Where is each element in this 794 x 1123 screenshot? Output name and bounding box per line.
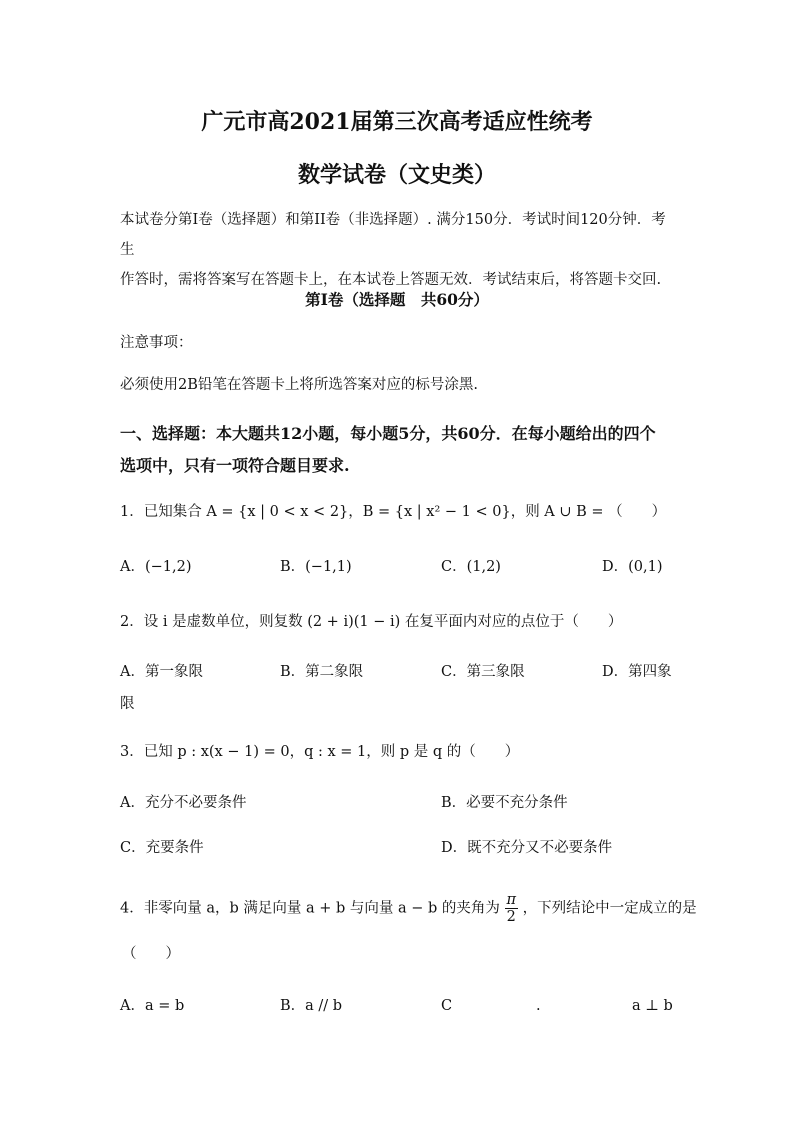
question-4-paren: （ ） bbox=[122, 946, 180, 962]
fraction-numerator: π bbox=[506, 892, 517, 908]
question-3-option-c[interactable]: C．充要条件 bbox=[120, 840, 204, 856]
question-4-option-a[interactable]: A．a = b bbox=[120, 998, 185, 1014]
question-2-option-c[interactable]: C．第三象限 bbox=[441, 664, 525, 680]
question-1-option-c[interactable]: C．(1,2) bbox=[441, 559, 501, 575]
pi-over-2-fraction bbox=[505, 892, 519, 925]
question-1-stem: 1．已知集合 A = {x | 0 < x < 2}，B = {x | x² − 1 < 0}，则 A ∪ B = （ ） bbox=[120, 504, 667, 520]
question-1-option-b[interactable]: B．(−1,1) bbox=[280, 559, 352, 575]
exam-title: 广元市高2021届第三次高考适应性统考 bbox=[201, 109, 593, 135]
question-4-option-b[interactable]: B．a // b bbox=[280, 998, 343, 1014]
question-3-option-b[interactable]: B．必要不充分条件 bbox=[441, 795, 568, 811]
question-4-option-d[interactable]: a ⊥ b bbox=[632, 998, 673, 1014]
section1-heading bbox=[120, 418, 680, 482]
exam-subtitle: 数学试卷（文史类） bbox=[297, 162, 496, 188]
question-3-option-d[interactable]: D．既不充分又不必要条件 bbox=[441, 840, 613, 856]
question-4-stem-before: 4．非零向量 a，b 满足向量 a + b 与向量 a − b 的夹角为 bbox=[120, 900, 500, 917]
notes-text: 必须使用2B铅笔在答题卡上将所选答案对应的标号涂黑. bbox=[120, 377, 478, 393]
question-2-option-a[interactable]: A．第一象限 bbox=[120, 664, 203, 680]
question-3-stem: 3．已知 p : x(x − 1) = 0，q : x = 1，则 p 是 q 的（ ） bbox=[120, 744, 520, 760]
question-2-option-b[interactable]: B．第二象限 bbox=[280, 664, 364, 680]
notes-label: 注意事项： bbox=[120, 335, 193, 351]
question-3-option-a[interactable]: A．充分不必要条件 bbox=[120, 795, 247, 811]
section1-line-1: 一、选择题：本大题共12小题，每小题5分，共60分．在每小题给出的四个 bbox=[120, 424, 656, 443]
question-2-stem: 2．设 i 是虚数单位，则复数 (2 + i)(1 − i) 在复平面内对应的点位于（ ） bbox=[120, 614, 623, 630]
question-4-option-c[interactable]: C bbox=[441, 998, 453, 1014]
part1-heading: 第I卷（选择题 共60分） bbox=[305, 290, 489, 309]
question-1-option-a[interactable]: A．(−1,2) bbox=[120, 559, 192, 575]
section1-line-2: 选项中，只有一项符合题目要求. bbox=[120, 456, 350, 475]
question-1-option-d[interactable]: D．(0,1) bbox=[602, 559, 663, 575]
question-4-option-c-dot: . bbox=[536, 998, 541, 1014]
question-2-option-d-wrap: 限 bbox=[120, 696, 135, 712]
question-4-stem-after: ，下列结论中一定成立的是 bbox=[522, 900, 697, 917]
intro-paragraph bbox=[120, 205, 680, 295]
question-2-option-d[interactable]: D．第四象 bbox=[602, 664, 672, 680]
intro-line-1: 本试卷分第I卷（选择题）和第II卷（非选择题）. 满分150分．考试时间120分钟．考生 bbox=[120, 212, 666, 258]
question-4-stem bbox=[120, 892, 697, 925]
fraction-denominator: 2 bbox=[506, 909, 516, 925]
intro-line-2: 作答时，需将答案写在答题卡上，在本试卷上答题无效．考试结束后，将答题卡交回. bbox=[120, 272, 662, 288]
